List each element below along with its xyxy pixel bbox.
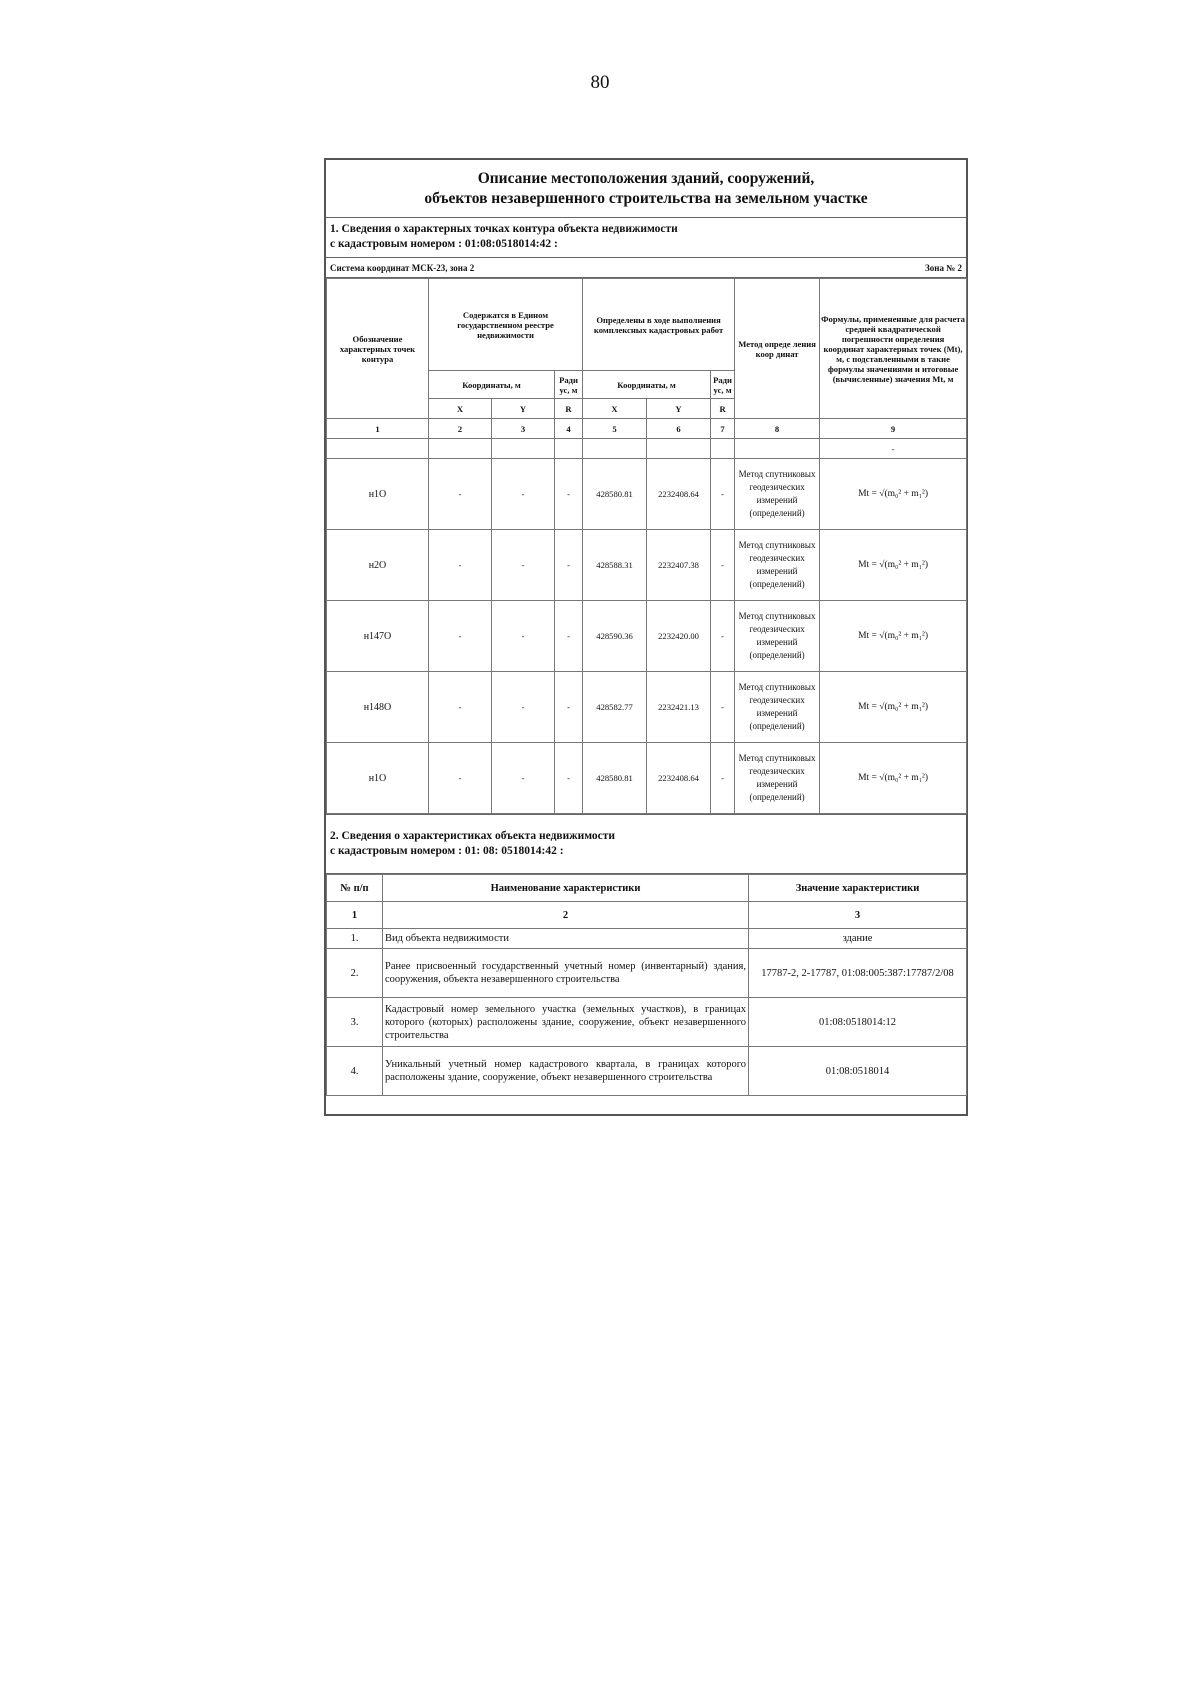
point-id: н2О xyxy=(327,530,429,601)
column-number: 8 xyxy=(735,419,820,439)
formula: Mt = √(m₀² + m₁²) xyxy=(820,743,967,814)
radius: - xyxy=(711,459,735,530)
header-coords-1: Координаты, м xyxy=(429,371,555,399)
coord-x: 428580.81 xyxy=(583,459,647,530)
coord-y: 2232420.00 xyxy=(647,601,711,672)
header-coords-2: Координаты, м xyxy=(583,371,711,399)
title-line-2: объектов незавершенного строительства на земельном участке xyxy=(424,190,868,207)
coordinate-system-row xyxy=(326,258,966,278)
column-number: 4 xyxy=(555,419,583,439)
column-number: 1 xyxy=(327,902,383,929)
formula: Mt = √(m₀² + m₁²) xyxy=(820,530,967,601)
table-row xyxy=(327,459,967,530)
table-row xyxy=(327,1047,967,1096)
row-num: 4. xyxy=(327,1047,383,1096)
section2-heading xyxy=(326,814,966,874)
coord-y: 2232408.64 xyxy=(647,459,711,530)
column-number: 3 xyxy=(492,419,555,439)
header-name: Наименование характеристики xyxy=(383,875,749,902)
header-y-2: Y xyxy=(647,399,711,419)
coord-x: 428582.77 xyxy=(583,672,647,743)
column-number: 6 xyxy=(647,419,711,439)
egrn-y: - xyxy=(492,672,555,743)
coord-y: 2232407.38 xyxy=(647,530,711,601)
section1-heading xyxy=(326,218,966,258)
egrn-x: - xyxy=(429,530,492,601)
method: Метод спутниковых геодезических измерений (определений) xyxy=(735,530,820,601)
coord-x: 428588.31 xyxy=(583,530,647,601)
column-number: 5 xyxy=(583,419,647,439)
table-row xyxy=(327,998,967,1047)
row-num: 2. xyxy=(327,949,383,998)
egrn-x: - xyxy=(429,743,492,814)
section1-heading-line-2: с кадастровым номером : 01:08:0518014:42 : xyxy=(330,238,558,250)
characteristic-value: 01:08:0518014 xyxy=(749,1047,967,1096)
point-id: н147О xyxy=(327,601,429,672)
column-number: 7 xyxy=(711,419,735,439)
header-group-egrn: Содержатся в Едином государственном реестре недвижимости xyxy=(429,279,583,371)
radius: - xyxy=(711,601,735,672)
header-radius-2: Ради ус, м xyxy=(711,371,735,399)
coord-y: 2232408.64 xyxy=(647,743,711,814)
table-row xyxy=(327,530,967,601)
blank-dash: - xyxy=(820,439,967,459)
characteristic-value: здание xyxy=(749,929,967,949)
section2-heading-line-1: 2. Сведения о характеристиках объекта недвижимости xyxy=(330,830,616,842)
section1-heading-line-1: 1. Сведения о характерных точках контура объекта недвижимости xyxy=(330,223,678,235)
egrn-r: - xyxy=(555,672,583,743)
formula: Mt = √(m₀² + m₁²) xyxy=(820,459,967,530)
radius: - xyxy=(711,743,735,814)
characteristic-name: Вид объекта недвижимости xyxy=(383,929,749,949)
header-radius-1: Ради ус, м xyxy=(555,371,583,399)
radius: - xyxy=(711,672,735,743)
method: Метод спутниковых геодезических измерений (определений) xyxy=(735,743,820,814)
header-formula: Формулы, примененные для расчета средней квадратической погрешности определения координат характерных точек (Mt), м, с подставленными в такие формулы значениями и итоговые (вычисленные) значения Mt, м xyxy=(820,279,967,419)
method: Метод спутниковых геодезических измерений (определений) xyxy=(735,459,820,530)
coord-x: 428580.81 xyxy=(583,743,647,814)
row-num: 3. xyxy=(327,998,383,1047)
egrn-r: - xyxy=(555,743,583,814)
egrn-r: - xyxy=(555,601,583,672)
egrn-y: - xyxy=(492,743,555,814)
title-line-1: Описание местоположения зданий, сооружений, xyxy=(477,170,815,187)
point-id: н1О xyxy=(327,459,429,530)
radius: - xyxy=(711,530,735,601)
egrn-x: - xyxy=(429,601,492,672)
point-id: н1О xyxy=(327,743,429,814)
header-num: № п/п xyxy=(327,875,383,902)
egrn-r: - xyxy=(555,530,583,601)
column-number: 2 xyxy=(383,902,749,929)
table-row xyxy=(327,601,967,672)
characteristic-name: Ранее присвоенный государственный учетный номер (инвентарный) здания, сооружения, объекта незавершенного строительства xyxy=(383,949,749,998)
point-id: н148О xyxy=(327,672,429,743)
coordinate-system: Система координат МСК-23, зона 2 xyxy=(330,262,475,273)
column-number: 1 xyxy=(327,419,429,439)
formula: Mt = √(m₀² + m₁²) xyxy=(820,601,967,672)
coord-x: 428590.36 xyxy=(583,601,647,672)
header-x-1: X xyxy=(429,399,492,419)
coord-y: 2232421.13 xyxy=(647,672,711,743)
table-row xyxy=(327,672,967,743)
header-r-2: R xyxy=(711,399,735,419)
characteristics-table xyxy=(326,874,967,1096)
column-number: 3 xyxy=(749,902,967,929)
egrn-x: - xyxy=(429,672,492,743)
header-x-2: X xyxy=(583,399,647,419)
formula: Mt = √(m₀² + m₁²) xyxy=(820,672,967,743)
table-row xyxy=(327,929,967,949)
method: Метод спутниковых геодезических измерений (определений) xyxy=(735,601,820,672)
row-num: 1. xyxy=(327,929,383,949)
egrn-y: - xyxy=(492,601,555,672)
header-value: Значение характеристики xyxy=(749,875,967,902)
egrn-y: - xyxy=(492,459,555,530)
points-table xyxy=(326,278,967,814)
table-row xyxy=(327,743,967,814)
header-group-works: Определены в ходе выполнения комплексных кадастровых работ xyxy=(583,279,735,371)
page-number: 80 xyxy=(590,72,610,93)
egrn-y: - xyxy=(492,530,555,601)
characteristic-value: 01:08:0518014:12 xyxy=(749,998,967,1047)
section2-heading-line-2: с кадастровым номером : 01: 08: 0518014:42 : xyxy=(330,845,564,857)
egrn-x: - xyxy=(429,459,492,530)
characteristic-name: Кадастровый номер земельного участка (земельных участков), в границах которого (которых) расположены здание, сооружение, объект незавершенного строительства xyxy=(383,998,749,1047)
table-row-blank xyxy=(327,439,967,459)
column-number: 2 xyxy=(429,419,492,439)
column-number: 9 xyxy=(820,419,967,439)
header-point-designation: Обозначение характерных точек контура xyxy=(327,279,429,419)
method: Метод спутниковых геодезических измерений (определений) xyxy=(735,672,820,743)
header-r-1: R xyxy=(555,399,583,419)
zone-label: Зона № 2 xyxy=(925,262,962,273)
characteristic-name: Уникальный учетный номер кадастрового квартала, в границах которого расположены здание, сооружение, объект незавершенного строительства xyxy=(383,1047,749,1096)
header-y-1: Y xyxy=(492,399,555,419)
table-row xyxy=(327,949,967,998)
document-title xyxy=(326,160,966,218)
header-method: Метод опреде ления коор динат xyxy=(735,279,820,419)
document-frame xyxy=(324,158,968,1116)
characteristic-value: 17787-2, 2-17787, 01:08:005:387:17787/2/08 xyxy=(749,949,967,998)
egrn-r: - xyxy=(555,459,583,530)
